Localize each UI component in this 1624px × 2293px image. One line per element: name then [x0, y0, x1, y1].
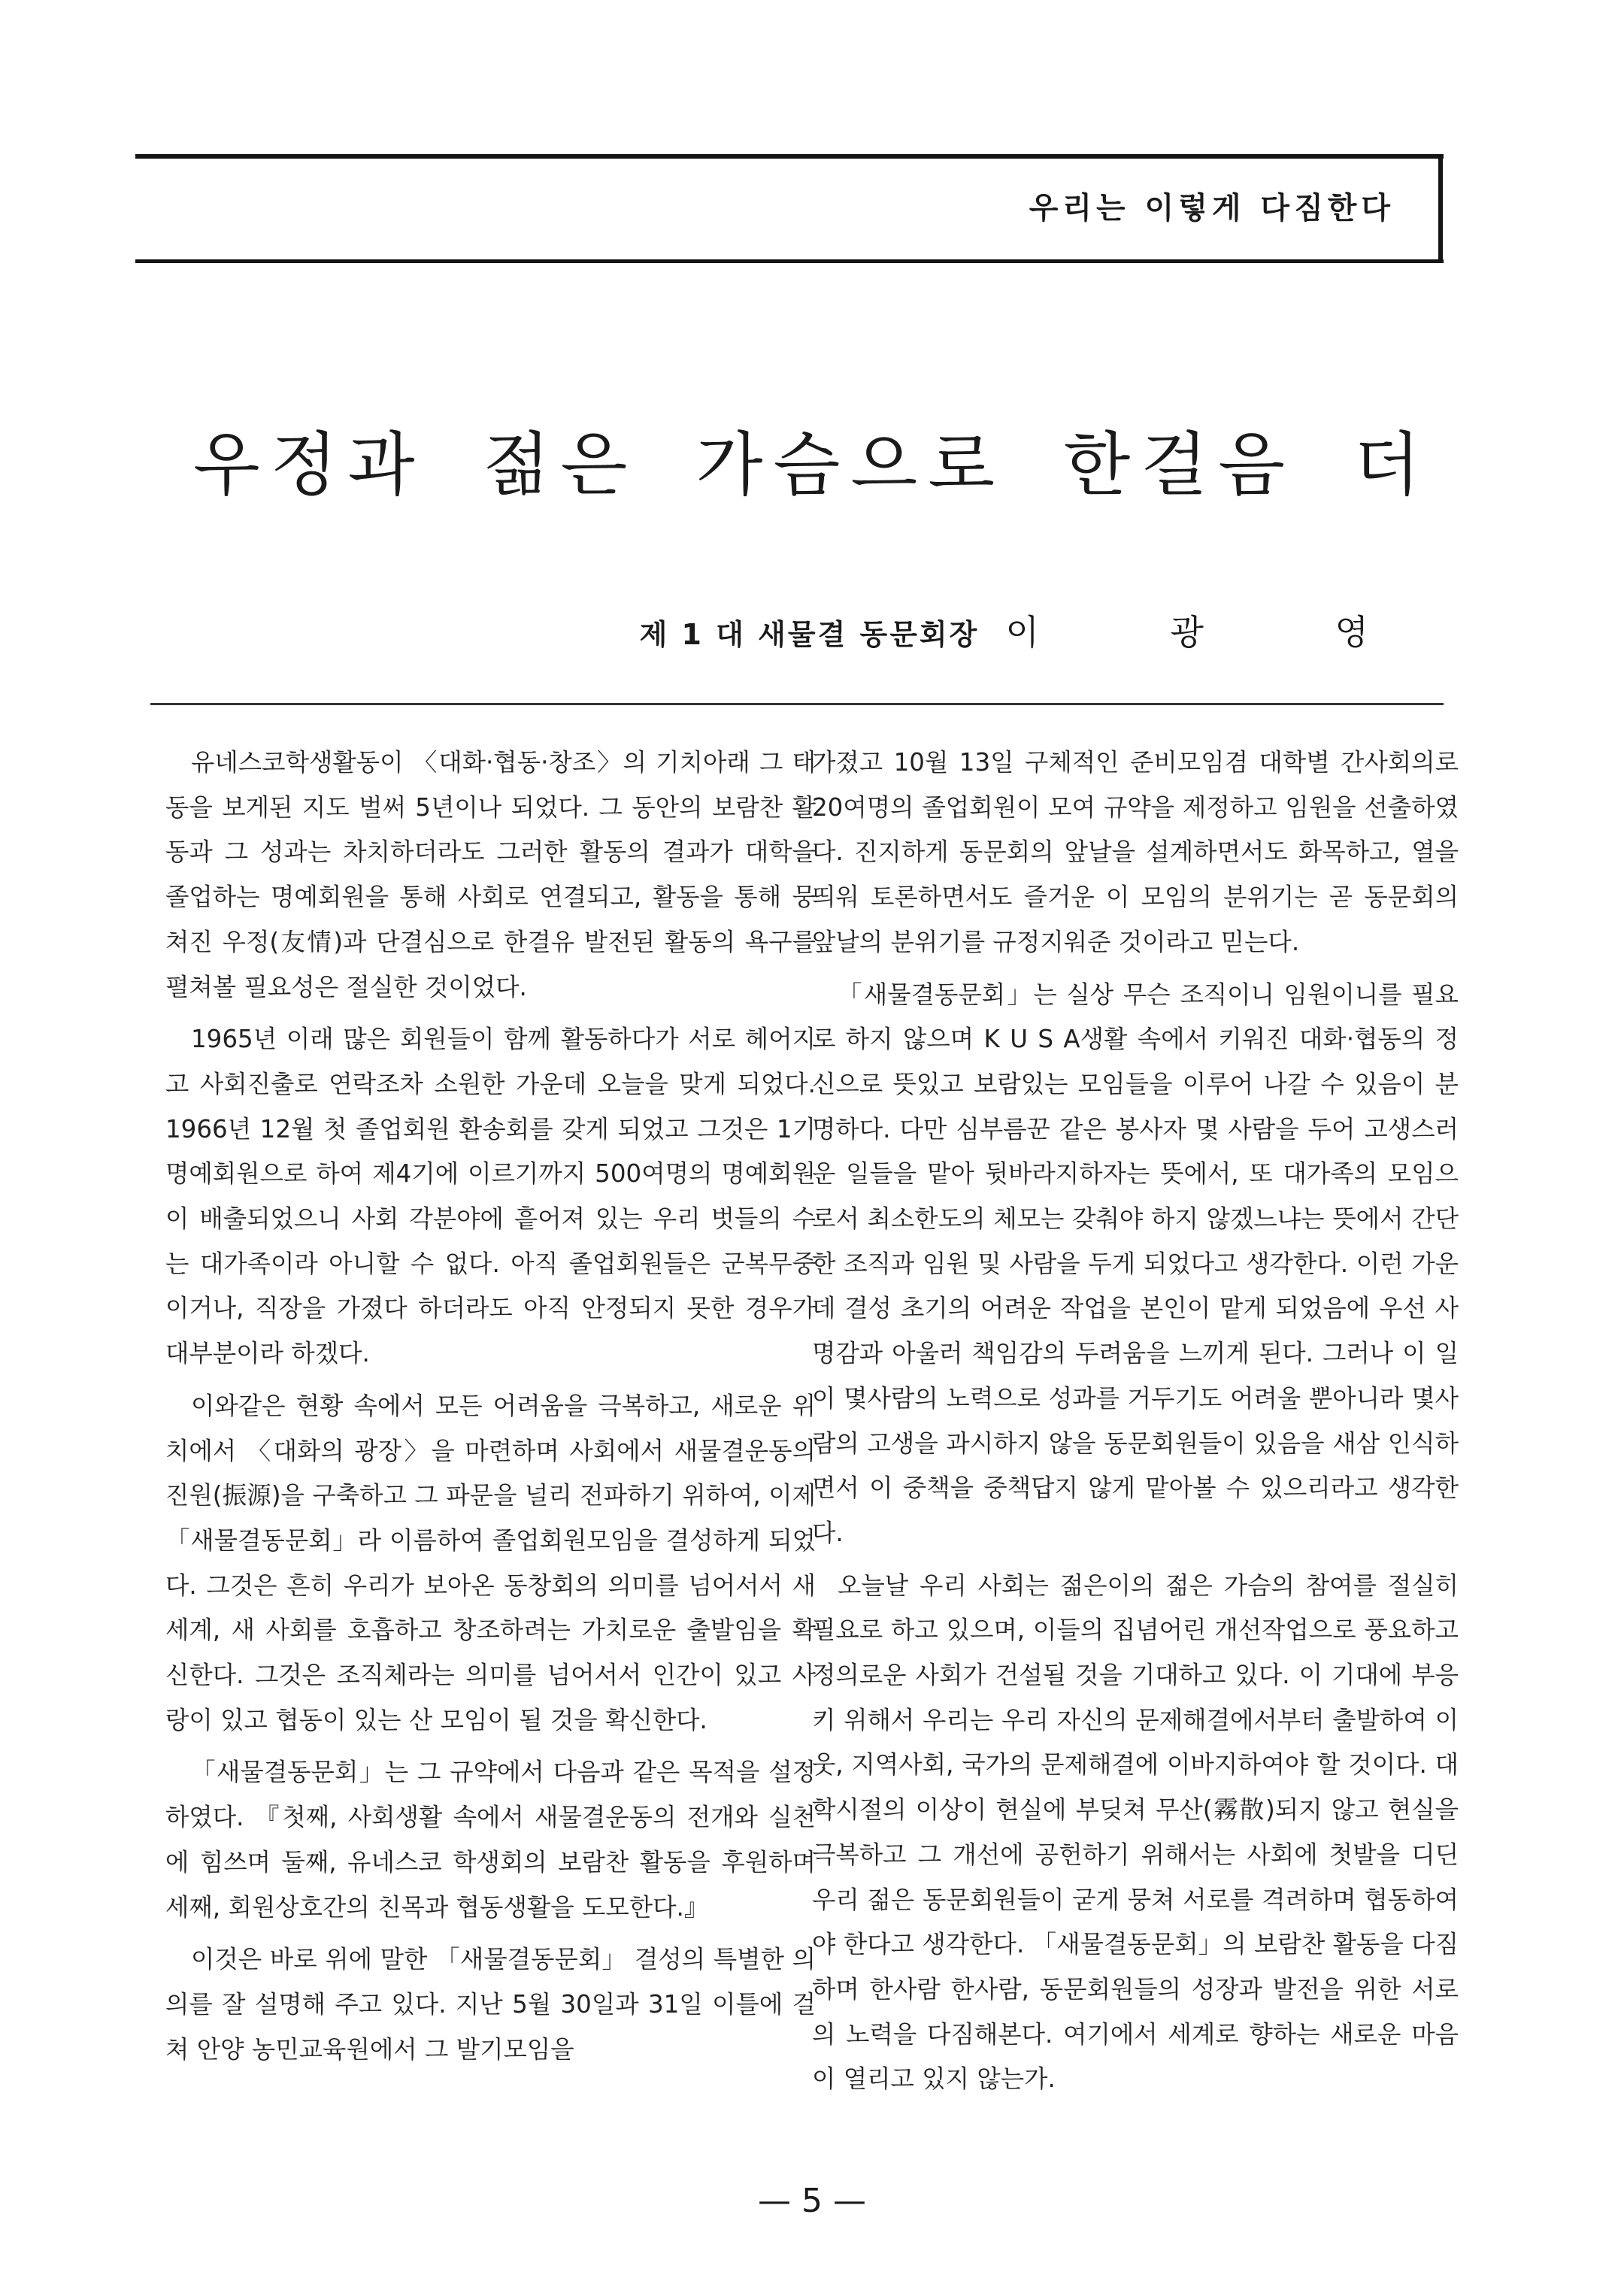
byline [640, 605, 1368, 655]
header-bottom-rule [135, 259, 1444, 263]
series-title: 우리는 이렇게 다짐한다 [1029, 191, 1395, 226]
byline-author-name: 이 광 영 [1005, 612, 1368, 653]
paragraph: 이것은 바로 위에 말한 「새물결동문회」 결성의 특별한 의의를 잘 설명해 주고 있다. 지난 5월 30일과 31일 이틀에 걸쳐 안양 농민교육원에서 그 발기모임을 [165, 1945, 816, 2064]
paragraph: 「새물결동문회」는 실상 무슨 조직이니 임원이니를 필요로 하지 않으며 K U S A생활 속에서 키워진 대화·협동의 정신으로 뜻있고 보람있는 모임들을 이루어 나갈 수 있음이 분명하다. 다만 심부름꾼 같은 봉사자 몇 사람을 두어 고생스러운 일들을 맡아 뒷바라지하자는 뜻에서, 또 대가족의 모임으로서 최소한도의 체모는 갖춰야 하지 않겠느냐는 뜻에서 간단한 조직과 임원 및 사람을 두게 되었다고 생각한다. 이런 가운데 결성 초기의 어려운 작업을 본인이 맡게 되었음에 우선 사명감과 아울러 책임감의 두려움을 느끼게 된다. 그러나 이 일이 몇사람의 노력으로 성과를 거두기도 어려울 뿐아니라 몇사람의 고생을 과시하지 않을 동문회원들이 있음을 새삼 인식하면서 이 중책을 중책답지 않게 맡아볼 수 있으리라고 생각한다. [812, 980, 1459, 1547]
paragraph: 1965년 이래 많은 회원들이 함께 활동하다가 서로 헤어지고 사회진출로 연락조차 소원한 가운데 오늘을 맞게 되었다. 1966년 12월 첫 졸업회원 환송회를 갖게 되었고 그것은 1기 명예회원으로 하여 제4기에 이르기까지 500여명의 명예회원이 배출되었으니 사회 각분야에 흩어져 있는 우리 벗들의 수는 대가족이라 아니할 수 없다. 아직 졸업회원들은 군복무중이거나, 직장을 가졌다 하더라도 아직 안정되지 못한 경우가 대부분이라 하겠다. [165, 1025, 816, 1368]
byline-rule [150, 703, 1444, 705]
body-column-right [812, 741, 1459, 2110]
byline-role: 제 1 대 새물결 동문회장 [639, 618, 980, 651]
body-column-left [165, 741, 816, 2079]
page-number: — 5 — [758, 2182, 866, 2220]
paragraph: 유네스코학생활동이 〈대화·협동·창조〉의 기치아래 그 태동을 보게된 지도 벌써 5년이나 되었다. 그 동안의 보람찬 활동과 그 성과는 차치하더라도 그러한 활동의 결과가 대학을 졸업하는 명예회원을 통해 사회로 연결되고, 활동을 통해 뭉쳐진 우정(友情)과 단결심으로 한결유 발전된 활동의 욕구를 펼쳐볼 필요성은 절실한 것이었다. [165, 748, 816, 1001]
paragraph: 이와같은 현황 속에서 모든 어려움을 극복하고, 새로운 위치에서 〈대화의 광장〉을 마련하며 사회에서 새물결운동의 진원(振源)을 구축하고 그 파문을 널리 전파하기 위하여, 이제 「새물결동문회」라 이름하여 졸업회원모임을 결성하게 되었다. 그것은 흔히 우리가 보아온 동창회의 의미를 넘어서서 새 세계, 새 사회를 호흡하고 창조하려는 가치로운 출발임을 확신한다. 그것은 조직체라는 의미를 넘어서서 인간이 있고 사랑이 있고 협동이 있는 산 모임이 될 것을 확신한다. [165, 1391, 816, 1734]
article-title: 우정과 젊은 가슴으로 한걸음 더 [192, 425, 1432, 505]
header-top-rule [135, 154, 1444, 159]
header-side-rule [1438, 154, 1443, 263]
paragraph: 오늘날 우리 사회는 젊은이의 젊은 가슴의 참여를 절실히 필요로 하고 있으며, 이들의 집념어린 개선작업으로 풍요하고 정의로운 사회가 건설될 것을 기대하고 있다. 이 기대에 부응키 위해서 우리는 우리 자신의 문제해결에서부터 출발하여 이웃, 지역사회, 국가의 문제해결에 이바지하여야 할 것이다. 대학시절의 이상이 현실에 부딪쳐 무산(霧散)되지 않고 현실을 극복하고 그 개선에 공헌하기 위해서는 사회에 첫발을 디딘 우리 젊은 동문회원들이 굳게 뭉쳐 서로를 격려하며 협동하여야 한다고 생각한다. 「새물결동문회」의 보람찬 활동을 다짐하며 한사람 한사람, 동문회원들의 성장과 발전을 위한 서로의 노력을 다짐해본다. 여기에서 세계로 향하는 새로운 마음이 열리고 있지 않는가. [812, 1571, 1459, 2094]
paragraph: 「새물결동문회」는 그 규약에서 다음과 같은 목적을 설정하였다. 『첫째, 사회생활 속에서 새물결운동의 전개와 실천에 힘쓰며 둘째, 유네스코 학생회의 보람찬 활동을 후원하며 세째, 회원상호간의 친목과 협동생활을 도모한다.』 [165, 1758, 816, 1922]
paragraph: 가졌고 10월 13일 구체적인 준비모임겸 대학별 간사회의로 20여명의 졸업회원이 모여 규약을 제정하고 임원을 선출하였다. 진지하게 동문회의 앞날을 설계하면서도 화목하고, 열을 띄워 토론하면서도 즐거운 이 모임의 분위기는 곧 동문회의 앞날의 분위기를 규정지워준 것이라고 믿는다. [812, 748, 1459, 956]
